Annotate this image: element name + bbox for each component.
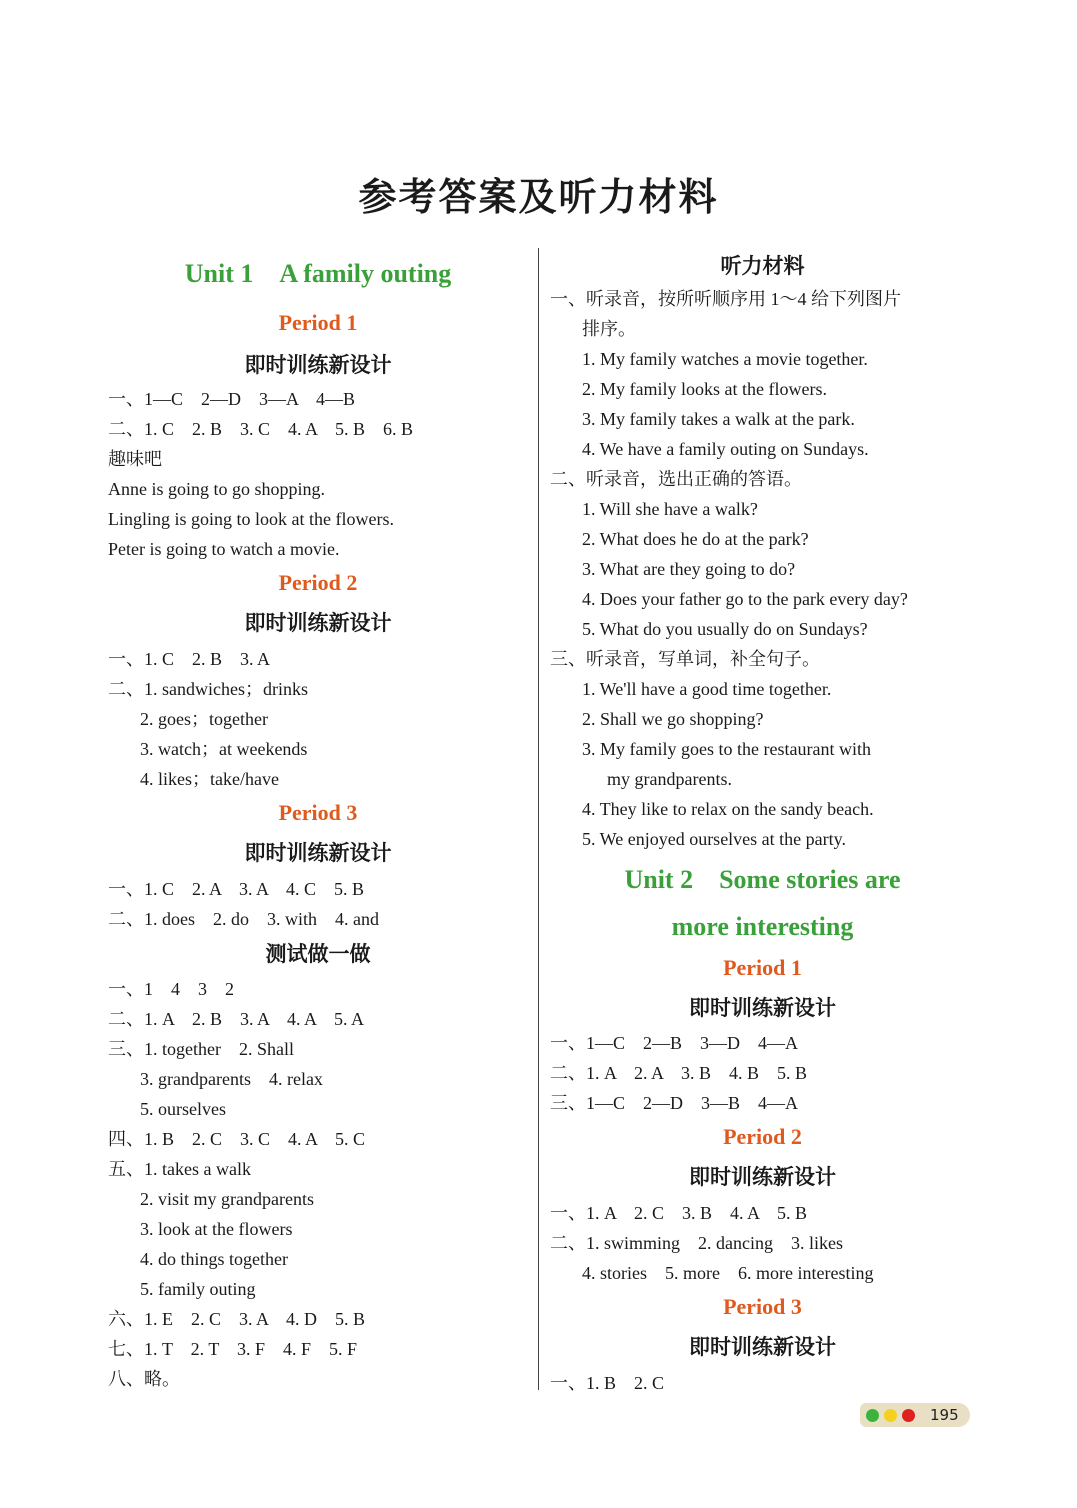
answer-line: 七、1. T 2. T 3. F 4. F 5. F (108, 1339, 358, 1359)
green-dot-icon (866, 1409, 879, 1422)
section-heading: 听力材料 (720, 254, 805, 278)
answer-line: 3. grandparents 4. relax (140, 1069, 323, 1089)
page-number: 195 (930, 1406, 959, 1424)
section-heading: 即时训练新设计 (689, 1335, 836, 1359)
answer-line: 三、听录音，写单词，补全句子。 (550, 649, 820, 669)
answer-line: 2. My family looks at the flowers. (582, 379, 827, 399)
page-number-badge (860, 1403, 970, 1427)
answer-line: 5. What do you usually do on Sundays? (582, 619, 868, 639)
answer-line: Peter is going to watch a movie. (108, 539, 340, 559)
answer-line: 一、1—C 2—B 3—D 4—A (550, 1033, 799, 1053)
answer-line: 二、1. swimming 2. dancing 3. likes (550, 1233, 843, 1253)
answer-line: 3. look at the flowers (140, 1219, 293, 1239)
answer-line: 一、听录音，按所听顺序用 1～4 给下列图片 (550, 289, 901, 309)
answer-line: 排序。 (582, 319, 636, 339)
answer-line: 5. family outing (140, 1279, 256, 1299)
section-heading: 即时训练新设计 (689, 996, 836, 1020)
section-heading: 即时训练新设计 (244, 353, 392, 377)
answer-line: 一、1—C 2—D 3—A 4—B (108, 389, 356, 409)
period-heading: Period 3 (278, 800, 358, 825)
period-heading: Period 1 (723, 955, 802, 980)
page-title: 参考答案及听力材料 (358, 174, 719, 219)
answer-line: 二、1. does 2. do 3. with 4. and (108, 909, 379, 929)
answer-line: 二、1. C 2. B 3. C 4. A 5. B 6. B (108, 419, 414, 439)
answer-line: Anne is going to go shopping. (108, 479, 326, 499)
period-heading: Period 1 (278, 310, 358, 335)
answer-line: 5. We enjoyed ourselves at the party. (582, 829, 846, 849)
answer-line: my grandparents. (607, 769, 732, 789)
answer-line: 一、1. C 2. A 3. A 4. C 5. B (108, 879, 365, 899)
answer-line: 二、听录音，选出正确的答语。 (550, 469, 802, 489)
unit-heading: Unit 2 Some stories are (624, 865, 901, 894)
answer-line: 三、1—C 2—D 3—B 4—A (550, 1093, 799, 1113)
answer-line: 2. goes；together (140, 709, 268, 729)
answer-line: 一、1. C 2. B 3. A (108, 649, 271, 669)
answer-line: 2. What does he do at the park? (582, 529, 809, 549)
answer-line: 1. Will she have a walk? (582, 499, 758, 519)
answer-line: 4. stories 5. more 6. more interesting (582, 1263, 874, 1283)
answer-line: 一、1. B 2. C (550, 1373, 665, 1393)
answer-line: 4. do things together (140, 1249, 288, 1269)
answer-line: 4. We have a family outing on Sundays. (582, 439, 869, 459)
answer-line: 2. visit my grandparents (140, 1189, 314, 1209)
answer-line: 4. Does your father go to the park every day? (582, 589, 908, 609)
answer-line: 3. What are they going to do? (582, 559, 796, 579)
period-heading: Period 2 (723, 1124, 802, 1149)
red-dot-icon (902, 1409, 915, 1422)
answer-line: 四、1. B 2. C 3. C 4. A 5. C (108, 1129, 366, 1149)
unit-heading: more interesting (671, 912, 854, 941)
answer-line: 五、1. takes a walk (108, 1159, 251, 1179)
period-heading: Period 3 (723, 1294, 802, 1319)
answer-line: 2. Shall we go shopping? (582, 709, 764, 729)
section-heading: 即时训练新设计 (244, 841, 392, 865)
section-heading: 即时训练新设计 (244, 611, 392, 635)
answer-line: 4. likes；take/have (140, 769, 279, 789)
unit-heading: Unit 1 A family outing (184, 259, 452, 288)
answer-line: 4. They like to relax on the sandy beach. (582, 799, 874, 819)
answer-line: 1. We'll have a good time together. (582, 679, 832, 699)
answer-line: 二、1. A 2. B 3. A 4. A 5. A (108, 1009, 365, 1029)
answer-line: 二、1. A 2. A 3. B 4. B 5. B (550, 1063, 808, 1083)
yellow-dot-icon (884, 1409, 897, 1422)
answer-line: 3. My family goes to the restaurant with (582, 739, 871, 759)
answer-line: 二、1. sandwiches；drinks (108, 679, 308, 699)
answer-line: 5. ourselves (140, 1099, 226, 1119)
answer-line: 八、略。 (108, 1369, 180, 1389)
answer-line: 一、1. A 2. C 3. B 4. A 5. B (550, 1203, 808, 1223)
left-column (108, 248, 528, 1394)
answer-line: 3. watch；at weekends (140, 739, 308, 759)
period-heading: Period 2 (278, 570, 358, 595)
answer-line: 1. My family watches a movie together. (582, 349, 868, 369)
answer-line: 一、1 4 3 2 (108, 979, 234, 999)
answer-line: 六、1. E 2. C 3. A 4. D 5. B (108, 1309, 366, 1329)
right-column (550, 248, 975, 1398)
section-heading: 即时训练新设计 (689, 1165, 836, 1189)
answer-line: 三、1. together 2. Shall (108, 1039, 294, 1059)
answer-line: 趣味吧 (108, 449, 162, 469)
column-divider (538, 248, 539, 1390)
section-heading: 测试做一做 (265, 942, 371, 966)
answer-line: 3. My family takes a walk at the park. (582, 409, 855, 429)
answer-line: Lingling is going to look at the flowers. (108, 509, 394, 529)
